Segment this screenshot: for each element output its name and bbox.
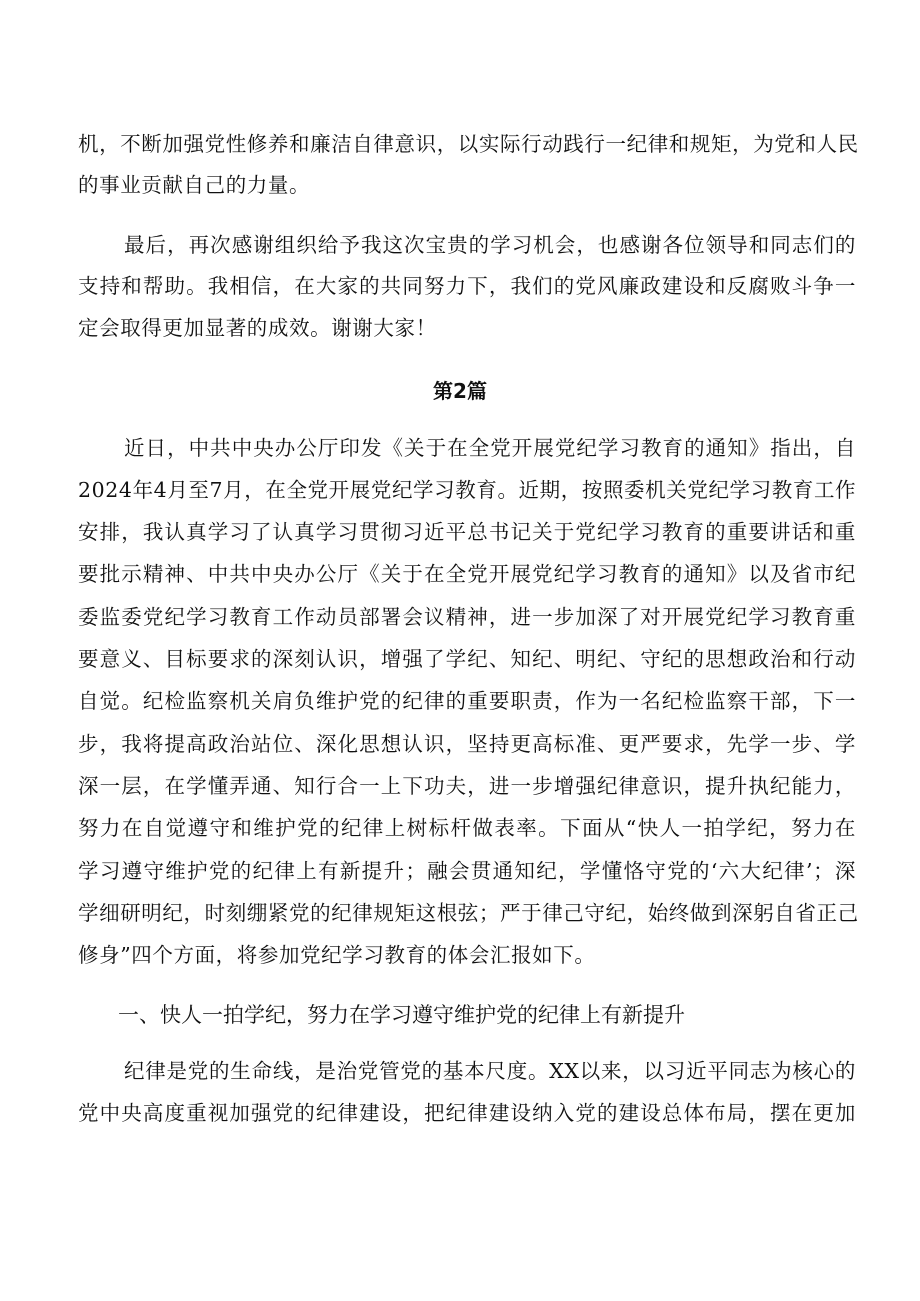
paragraph-4-line-1: 纪律是党的生命线，是治党管党的基本尺度。XX以来，以习近平同志为核心的 [124, 1059, 856, 1083]
paragraph-1-line-2: 的事业贡献自己的力量。 [78, 173, 311, 197]
paragraph-3-line-9: 深一层，在学懂弄通、知行合一上下功夫，进一步增强纪律意识，提升执纪能力， [78, 774, 856, 798]
paragraph-3-line-8: 步，我将提高政治站位、深化思想认识，坚持更高标准、更严要求，先学一步、学 [78, 732, 856, 756]
paragraph-3-line-6: 要意义、目标要求的深刻认识，增强了学纪、知纪、明纪、守纪的思想政治和行动 [78, 647, 856, 671]
paragraph-3-line-5: 委监委党纪学习教育工作动员部署会议精神，进一步加深了对开展党纪学习教育重 [78, 605, 856, 629]
paragraph-2-line-1: 最后，再次感谢组织给予我这次宝贵的学习机会，也感谢各位领导和同志们的 [124, 233, 856, 257]
paragraph-2-line-3: 定会取得更加显著的成效。谢谢大家！ [78, 316, 437, 340]
paragraph-2-line-2: 支持和帮助。我相信，在大家的共同努力下，我们的党风廉政建设和反腐败斗争一 [78, 274, 856, 298]
paragraph-3-line-12: 学细研明纪，时刻绷紧党的纪律规矩这根弦；严于律己守纪，始终做到深躬自省正己 [78, 901, 859, 925]
article-heading: 第2篇 [433, 379, 487, 403]
paragraph-3-line-2: 2024年4月至7月，在全党开展党纪学习教育。近期，按照委机关党纪学习教育工作 [78, 478, 857, 502]
paragraph-3-line-1: 近日，中共中央办公厅印发《关于在全党开展党纪学习教育的通知》指出，自 [124, 436, 856, 460]
paragraph-3-line-7: 自觉。纪检监察机关肩负维护党的纪律的重要职责，作为一名纪检监察干部，下一 [78, 689, 856, 713]
paragraph-3-line-4: 要批示精神、中共中央办公厅《关于在全党开展党纪学习教育的通知》以及省市纪 [78, 562, 856, 586]
paragraph-3-line-3: 安排，我认真学习了认真学习贯彻习近平总书记关于党纪学习教育的重要讲话和重 [78, 520, 856, 544]
section-heading: 一、快人一拍学纪，努力在学习遵守维护党的纪律上有新提升 [118, 1003, 685, 1027]
paragraph-3-line-11: 学习遵守维护党的纪律上有新提升；融会贯通知纪，学懂恪守党的‘六大纪律’；深 [78, 859, 856, 883]
paragraph-4-line-2: 党中央高度重视加强党的纪律建设，把纪律建设纳入党的建设总体布局，摆在更加 [78, 1101, 856, 1125]
paragraph-1-line-1: 机，不断加强党性修养和廉洁自律意识，以实际行动践行一纪律和规矩，为党和人民 [78, 132, 859, 156]
paragraph-3-line-13: 修身”四个方面，将参加党纪学习教育的体会汇报如下。 [78, 943, 596, 967]
paragraph-3-line-10: 努力在自觉遵守和维护党的纪律上树标杆做表率。下面从“快人一拍学纪，努力在 [78, 816, 856, 840]
